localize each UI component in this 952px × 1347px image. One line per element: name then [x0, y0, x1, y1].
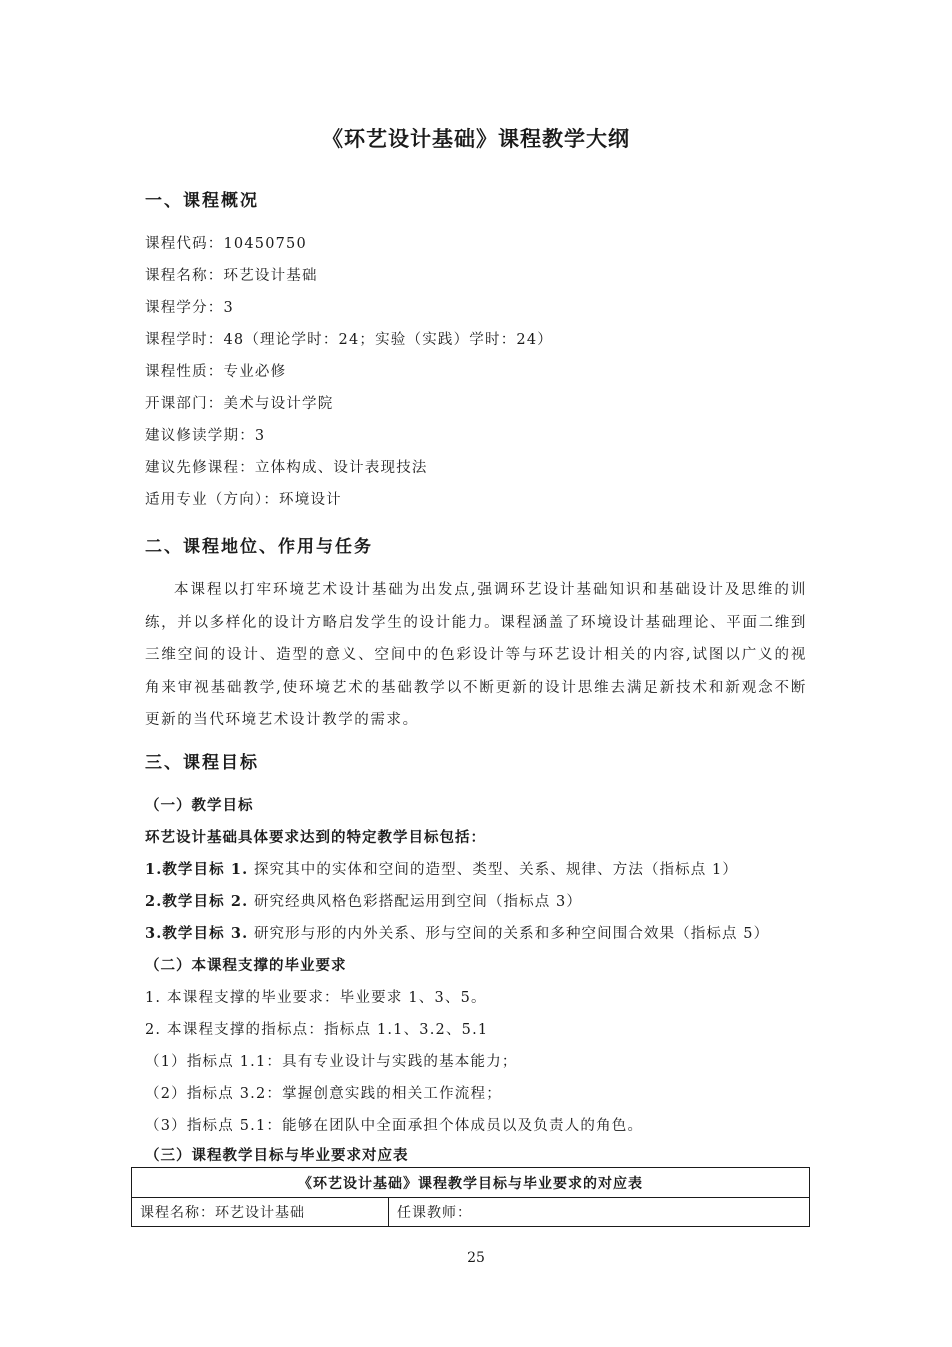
info-prerequisites: 建议先修课程：立体构成、设计表现技法: [145, 460, 428, 476]
section-heading-objectives: 三、课程目标: [145, 753, 259, 773]
document-title: 《环艺设计基础》课程教学大纲: [322, 126, 630, 151]
section-heading-overview: 一、课程概况: [145, 191, 259, 211]
table-caption: 《环艺设计基础》课程教学目标与毕业要求的对应表: [132, 1168, 810, 1198]
info-credits: 课程学分：3: [145, 300, 234, 316]
requirement-item: 1. 本课程支撑的毕业要求：毕业要求 1、3、5。: [145, 990, 487, 1006]
table-row: [132, 1168, 810, 1198]
info-major: 适用专业（方向）：环境设计: [145, 492, 342, 508]
info-hours: 课程学时：48（理论学时：24；实验（实践）学时：24）: [145, 332, 553, 348]
info-department: 开课部门：美术与设计学院: [145, 396, 334, 412]
goal-item: [145, 890, 582, 911]
role-paragraph: [145, 574, 807, 737]
goal-item: [145, 922, 769, 943]
table-cell-course-name: 课程名称：环艺设计基础: [132, 1198, 389, 1227]
goal-label: 1.教学目标 1.: [145, 861, 249, 878]
goal-text: 研究形与形的内外关系、形与空间的关系和多种空间围合效果（指标点 5）: [248, 926, 770, 942]
table-row: [132, 1198, 810, 1227]
info-course-code: 课程代码：10450750: [145, 236, 307, 252]
teaching-goals-intro: 环艺设计基础具体要求达到的特定教学目标包括：: [145, 829, 486, 846]
table-cell-teacher: 任课教师：: [389, 1198, 810, 1227]
requirement-item: （2）指标点 3.2：掌握创意实践的相关工作流程；: [145, 1086, 502, 1102]
info-semester: 建议修读学期：3: [145, 428, 266, 444]
goal-item: [145, 858, 738, 879]
goal-label: 3.教学目标 3.: [145, 925, 249, 942]
goal-text: 研究经典风格色彩搭配运用到空间（指标点 3）: [248, 894, 582, 910]
page-number: 25: [467, 1250, 485, 1266]
goal-text: 探究其中的实体和空间的造型、类型、关系、规律、方法（指标点 1）: [248, 862, 738, 878]
subheading-mapping-table: （三）课程教学目标与毕业要求对应表: [145, 1147, 409, 1164]
goal-label: 2.教学目标 2.: [145, 893, 249, 910]
section-heading-role: 二、课程地位、作用与任务: [145, 537, 373, 557]
info-nature: 课程性质：专业必修: [145, 364, 287, 380]
requirement-item: 2. 本课程支撑的指标点：指标点 1.1、3.2、5.1: [145, 1022, 489, 1038]
requirement-item: （3）指标点 5.1：能够在团队中全面承担个体成员以及负责人的角色。: [145, 1118, 644, 1134]
role-paragraph-text: 本课程以打牢环境艺术设计基础为出发点,强调环艺设计基础知识和基础设计及思维的训练，并以多样化的设计方略启发学生的设计能力。课程涵盖了环境设计基础理论、平面二维到三维空间的设计、造型的意义、空间中的色彩设计等与环艺设计相关的内容,试图以广义的视角来审视基础教学,使环境艺术的基础教学以不断更新的设计思维去满足新技术和新观念不断更新的当代环境艺术设计教学的需求。: [145, 582, 807, 728]
requirement-item: （1）指标点 1.1：具有专业设计与实践的基本能力；: [145, 1054, 518, 1070]
subheading-teaching-goals: （一）教学目标: [145, 797, 254, 814]
mapping-table: [131, 1167, 810, 1227]
subheading-graduation-requirements: （二）本课程支撑的毕业要求: [145, 957, 347, 974]
info-course-name: 课程名称：环艺设计基础: [145, 268, 318, 284]
